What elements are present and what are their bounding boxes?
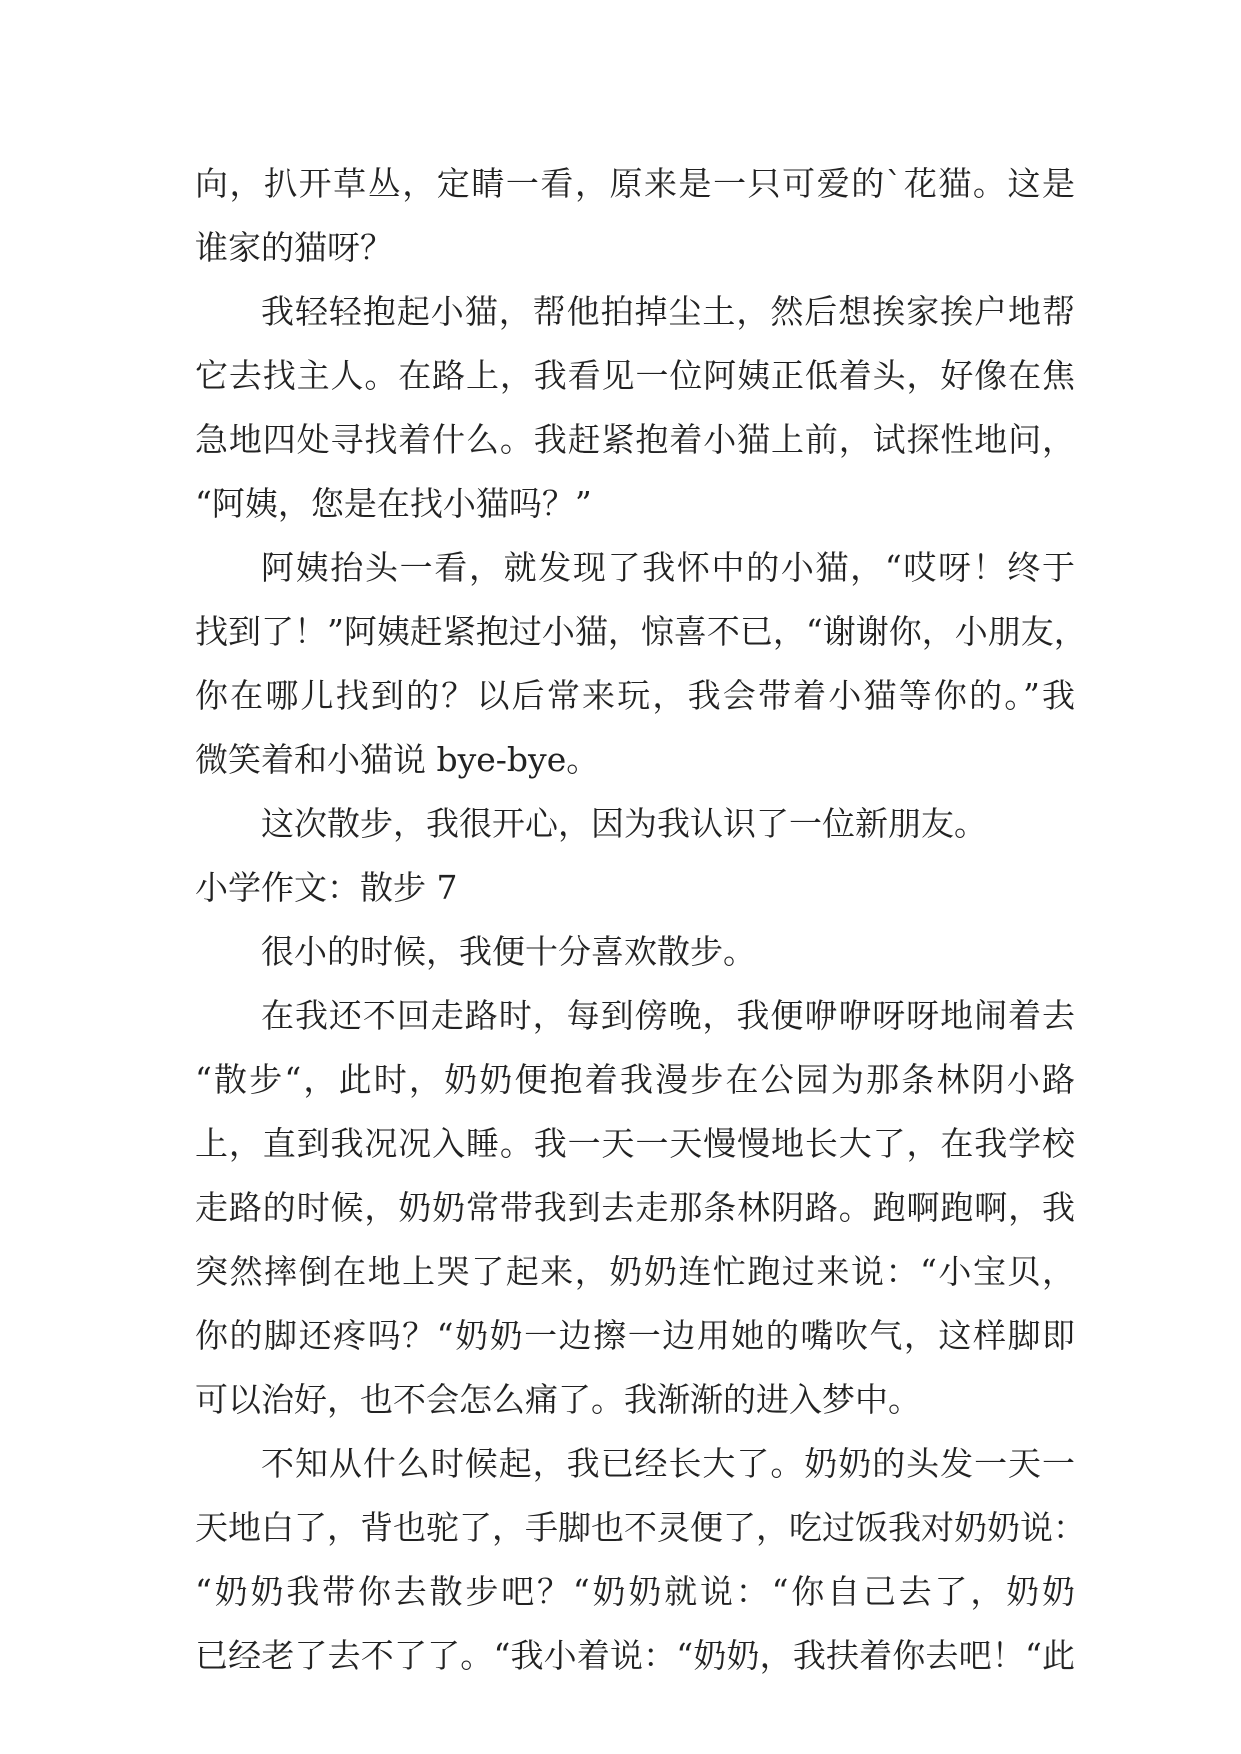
text-line: 找到了！”阿姨赶紧抱过小猫，惊喜不已，“谢谢你，小朋友，: [195, 612, 1087, 651]
text-line: 你在哪儿找到的？以后常来玩，我会带着小猫等你的。”我: [195, 676, 1075, 715]
text-line: 微笑着和小猫说 bye-bye。: [195, 740, 600, 779]
text-line: “阿姨，您是在找小猫吗？”: [195, 484, 592, 523]
text-line: 已经老了去不了了。“我小着说：“奶奶，我扶着你去吧！“此: [195, 1636, 1075, 1675]
text-line: 上，直到我况况入睡。我一天一天慢慢地长大了，在我学校: [195, 1124, 1075, 1163]
text-line: 突然摔倒在地上哭了起来，奶奶连忙跑过来说：“小宝贝，: [195, 1252, 1075, 1291]
text-line: 不知从什么时候起，我已经长大了。奶奶的头发一天一: [261, 1444, 1075, 1483]
text-line: 谁家的猫呀？: [195, 228, 393, 267]
text-line: 向，扒开草丛，定睛一看，原来是一只可爱的`花猫。这是: [195, 164, 1075, 203]
text-line: 可以治好，也不会怎么痛了。我渐渐的进入梦中。: [195, 1380, 921, 1419]
document-body: [195, 152, 1087, 1688]
text-line: 急地四处寻找着什么。我赶紧抱着小猫上前，试探性地问，: [195, 420, 1075, 459]
text-line: 小学作文：散步 7: [195, 868, 458, 907]
text-line: “奶奶我带你去散步吧？“奶奶就说：“你自己去了，奶奶: [195, 1572, 1075, 1611]
text-line: 阿姨抬头一看，就发现了我怀中的小猫，“哎呀！终于: [261, 548, 1075, 587]
text-line: 很小的时候，我便十分喜欢散步。: [261, 932, 756, 971]
text-line: 天地白了，背也驼了，手脚也不灵便了，吃过饭我对奶奶说：: [195, 1508, 1086, 1547]
text-line: 我轻轻抱起小猫，帮他拍掉尘土，然后想挨家挨户地帮: [261, 292, 1075, 331]
text-line: 它去找主人。在路上，我看见一位阿姨正低着头，好像在焦: [195, 356, 1075, 395]
text-line: 走路的时候，奶奶常带我到去走那条林阴路。跑啊跑啊，我: [195, 1188, 1075, 1227]
text-line: 在我还不回走路时，每到傍晚，我便咿咿呀呀地闹着去: [261, 996, 1075, 1035]
text-line: “散步“，此时，奶奶便抱着我漫步在公园为那条林阴小路: [195, 1060, 1075, 1099]
text-line: 你的脚还疼吗？“奶奶一边擦一边用她的嘴吹气，这样脚即: [195, 1316, 1075, 1355]
text-line: 这次散步，我很开心，因为我认识了一位新朋友。: [261, 804, 987, 843]
